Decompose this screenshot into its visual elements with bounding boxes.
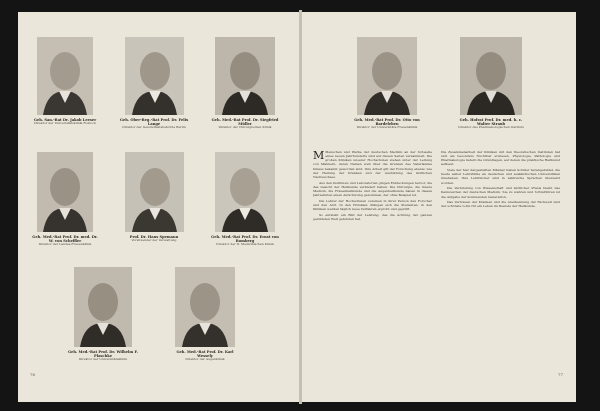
page-number-right: 77: [558, 372, 564, 377]
caption-name: Geh. Med.-Rat Prof. Dr. Siegfried Müller: [211, 118, 279, 127]
caption-name: Geh. Med.-Rat Prof. Dr. Ernst von Romberg: [211, 235, 279, 244]
caption-desc: Direktor der Gesundheitsbehörde Berlin: [122, 125, 186, 130]
caption-name: Geh. Med.-Rat Prof. Dr. med. Dr. W. von Scheffler: [32, 235, 98, 244]
caption-6: [208, 235, 282, 247]
portrait-photo-7: [74, 267, 132, 347]
portrait-photo-5: [125, 152, 184, 232]
portrait-photo-2: [125, 37, 184, 115]
caption-desc: Direktor der Chirurgischen Klinik: [218, 125, 272, 130]
caption-desc: Direktor der Landes-Frauenklinik: [38, 242, 92, 247]
article-column-1: [313, 150, 432, 374]
caption-name: Geh. San.-Rat Dr. Jakob Leeser: [33, 118, 97, 122]
caption-desc: Direktor der Universitätsklinik Rostock: [34, 121, 96, 126]
page-fold: [299, 10, 302, 404]
caption-10: [453, 118, 529, 130]
article-column-2: [441, 150, 560, 374]
caption-desc: Direktor der Universitätsklinik: [78, 357, 128, 362]
article-paragraph: Das Vertrauen der Kranken und die Anerkennung der Fachwelt sind der schönste Lohn für ein Leben im Dienste der Heilkunde.: [441, 200, 560, 209]
article-paragraph: Aus den Instituten und Laboratorien gingen Entdeckungen hervor, die das Gesicht der Heilkunde verändert haben. Die Chirurgie, die innere Medizin, die Frauenheilkunde und die Augenheilkunde haben in diesen Jahrzehnten einen Aufschwung genommen, der ohne Beispiel ist.: [313, 180, 432, 198]
caption-5: [118, 235, 190, 243]
article-paragraph: Die Zusammenarbeit der Kliniken mit den theoretischen Instituten hat sich als besonders fruchtbar erwiesen. Physiologie, Pathologie und Pharmakologie liefern die Grundlagen, auf denen die praktische Heilkunst aufbaut.: [441, 150, 560, 167]
caption-9: [350, 118, 424, 130]
portrait-photo-8: [175, 267, 235, 347]
portrait-photo-6: [215, 152, 275, 232]
caption-desc: Vorsitzender der Verwaltung: [131, 238, 177, 243]
caption-name: Geh. Hofrat Prof. Dr. med. h. c. Walter Straub: [459, 118, 523, 127]
article-paragraph: So entsteht ein Bild der Leistung, das die Achtung der ganzen gebildeten Welt gefunden hat.: [313, 212, 432, 221]
article-paragraph: Die Lehrer der Hochschulen vereinen in ihrer Person den Forscher und den Arzt. In den Hörsälen drängen sich die Studenten, in den Kliniken werden täglich neue Verfahren erprobt und geprüft.: [313, 198, 432, 212]
article-paragraph: Die Verbindung von Wissenschaft und ärztlicher Praxis bleibt das Kennzeichen der deutschen Medizin. Sie zu wahren und fortzuführen ist die Aufgabe der kommenden Generation.: [441, 186, 560, 199]
caption-7: [68, 350, 138, 362]
caption-desc: Direktor des Pharmakologischen Instituts: [458, 125, 524, 130]
page-number-left: 76: [30, 372, 36, 377]
paragraph-text: Menschen und Werke der deutschen Medizin an der Schwelle eines neuen Jahrhunderts sind auf diesen Seiten versammelt. Die großen Kliniken unserer Hochschulen stehen unter der Leitung von Männern, deren Namen weit über die Grenzen des Vaterlandes hinaus bekannt geworden sind. Ihre Arbeit gilt der Forschung ebenso wie der Heilung der Kranken und der Ausbildung des ärztlichen Nachwuchses.: [313, 150, 432, 179]
caption-desc: Direktor der Universitäts-Frauenklinik: [356, 125, 418, 130]
caption-1: [31, 118, 99, 126]
caption-name: Geh. Med.-Rat Prof. Dr. Karl Wessely: [176, 350, 234, 359]
caption-desc: Direktor der Augenklinik: [185, 357, 225, 362]
caption-4: [31, 235, 99, 247]
caption-name: Prof. Dr. Hans Spemann: [129, 235, 179, 239]
drop-cap: M: [313, 150, 325, 162]
portrait-photo-3: [215, 37, 275, 115]
portrait-photo-10: [460, 37, 522, 115]
portrait-photo-4: [37, 152, 93, 232]
caption-name: Geh. Ober-Reg.-Rat Prof. Dr. Felix Lange: [119, 118, 189, 127]
caption-3: [208, 118, 282, 130]
portrait-photo-9: [357, 37, 417, 115]
article-paragraph: [313, 150, 432, 179]
caption-8: [168, 350, 242, 362]
caption-2: [118, 118, 190, 130]
article-paragraph: Viele der hier dargestellten Männer haben Schüler herangebildet, die heute selbst Lehrstühle an deutschen und ausländischen Universitäten innehaben. Ihre Lehrbücher sind in zahlreiche Sprachen übersetzt worden.: [441, 168, 560, 185]
portrait-photo-1: [37, 37, 93, 115]
caption-name: Geh. Med.-Rat Prof. Dr. Otto von Bardeleben: [354, 118, 420, 127]
caption-desc: Direktor der II. Medizinischen Klinik: [216, 242, 274, 247]
caption-name: Geh. Med.-Rat Prof. Dr. Wilhelm F. Plaschke: [68, 350, 138, 359]
